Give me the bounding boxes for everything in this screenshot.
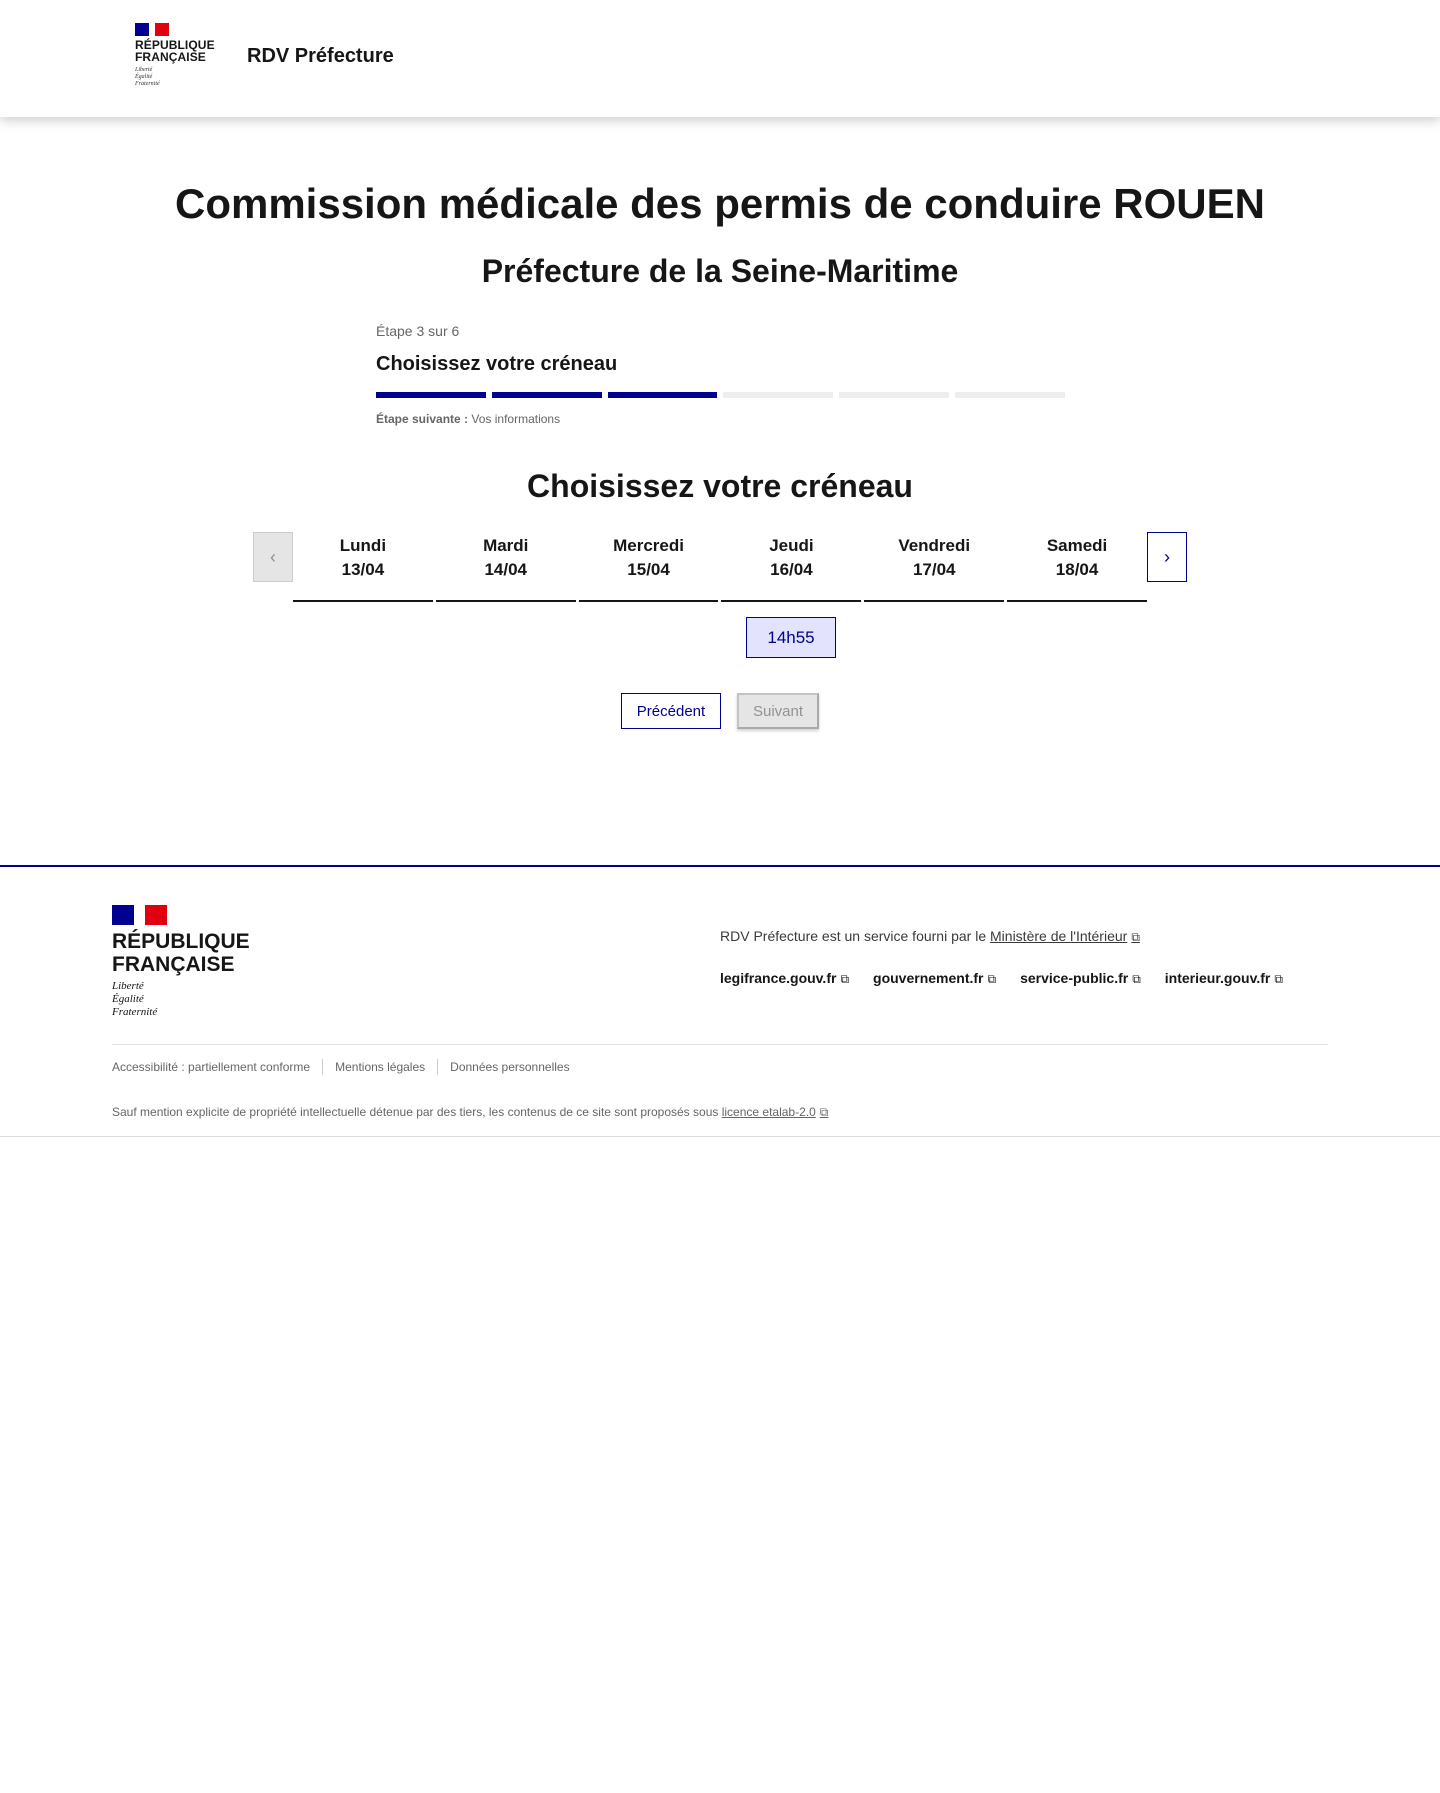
calendar-next-button[interactable] (1147, 532, 1187, 582)
external-link-icon: ⧉ (819, 1105, 829, 1119)
license-link[interactable]: licence etalab-2.0 ⧉ (721, 1105, 829, 1119)
step-bar-1 (376, 392, 486, 398)
site-header (0, 0, 1440, 117)
footer-link-legifrance[interactable]: legifrance.gouv.fr ⧉ (720, 970, 850, 986)
calendar-prev-button[interactable] (253, 532, 293, 582)
footer-license: Sauf mention explicite de propriété intellectuelle détenue par des tiers, les contenus de ce site sont proposés sous licence etalab-2.0 ⧉ (112, 1105, 829, 1119)
day-column[interactable]: Lundi 13/04 (293, 532, 433, 602)
step-bar-6 (955, 392, 1065, 398)
page-subtitle: Préfecture de la Seine-Maritime (481, 253, 959, 289)
marianne-flag-icon (135, 23, 169, 36)
external-link-icon: ⧉ (840, 972, 850, 986)
republique-francaise-logo[interactable] (135, 23, 215, 88)
footer-bottom-links (112, 1059, 570, 1075)
page-title: Commission médicale des permis de conduire ROUEN (175, 180, 1265, 227)
stepper-state: Étape 3 sur 6 (376, 323, 460, 339)
divider (437, 1059, 438, 1075)
external-link-icon: ⧉ (1132, 972, 1141, 986)
external-link-icon: ⧉ (1131, 930, 1140, 944)
footer-republique-francaise-logo[interactable] (112, 905, 250, 1019)
footer-bottom-link-mentions[interactable]: Mentions légales (335, 1060, 426, 1074)
marianne-flag-icon (112, 905, 167, 925)
day-column[interactable]: Vendredi 17/04 (864, 532, 1004, 602)
chevron-right-icon: › (1164, 546, 1170, 567)
footer-logo-motto: Liberté Égalité Fraternité (112, 980, 158, 1018)
footer-bottom-link-accessibilite[interactable]: Accessibilité : partiellement conforme (112, 1060, 311, 1074)
ministere-link[interactable]: Ministère de l'Intérieur ⧉ (990, 928, 1140, 944)
step-bar-3 (608, 392, 718, 398)
step-bar-4 (723, 392, 833, 398)
service-title-link[interactable]: RDV Préfecture (247, 45, 394, 67)
divider (322, 1059, 323, 1075)
time-slot-button[interactable]: 14h55 (746, 617, 836, 658)
stepper-progress (376, 392, 1065, 398)
stepper-title: Choisissez votre créneau (376, 353, 618, 375)
calendar-days (293, 532, 1147, 602)
footer-link-service-public[interactable]: service-public.fr ⧉ (1020, 970, 1141, 986)
slot-section-title: Choisissez votre créneau (527, 468, 913, 504)
footer-divider (112, 1044, 1328, 1045)
next-button[interactable]: Suivant (737, 693, 819, 729)
stepper-next-step: Étape suivante : Vos informations (376, 412, 561, 426)
external-link-icon: ⧉ (987, 972, 997, 986)
day-column[interactable]: Mardi 14/04 (436, 532, 576, 602)
previous-button[interactable]: Précédent (621, 693, 721, 729)
step-bar-2 (492, 392, 602, 398)
day-column[interactable]: Samedi 18/04 (1007, 532, 1147, 602)
external-link-icon: ⧉ (1274, 972, 1283, 986)
stepper (376, 323, 1065, 426)
footer-link-gouvernement[interactable]: gouvernement.fr ⧉ (873, 970, 997, 986)
footer-logo-text: RÉPUBLIQUE FRANÇAISE (112, 930, 250, 976)
step-bar-5 (839, 392, 949, 398)
logo-motto: Liberté Égalité Fraternité (135, 67, 160, 87)
chevron-left-icon: ‹ (270, 546, 276, 567)
logo-text: RÉPUBLIQUE FRANÇAISE (135, 38, 215, 64)
footer-bottom-link-donnees[interactable]: Données personnelles (450, 1060, 570, 1074)
site-footer (0, 865, 1440, 1137)
footer-link-interieur[interactable]: interieur.gouv.fr ⧉ (1164, 970, 1283, 986)
footer-description: RDV Préfecture est un service fourni par le Ministère de l'Intérieur ⧉ (720, 928, 1140, 944)
footer-links (720, 970, 1283, 987)
day-column[interactable]: Jeudi 16/04 (721, 532, 861, 602)
day-column[interactable]: Mercredi 15/04 (579, 532, 719, 602)
